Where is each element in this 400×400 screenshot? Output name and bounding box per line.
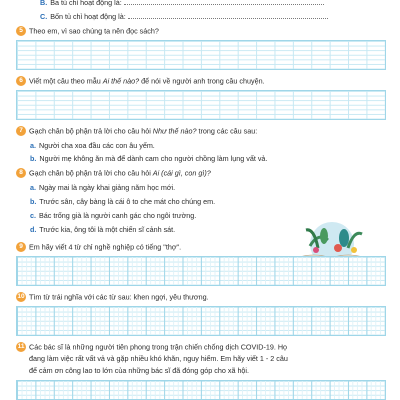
answer-grid-q11[interactable] (16, 380, 386, 400)
question-5: 5 Theo em, vì sao chúng ta nên đọc sách? (16, 26, 159, 36)
q8-option-c[interactable]: c. Bác trống già là người canh gác cho ngôi trường. (30, 211, 197, 220)
question-number-badge: 8 (16, 168, 26, 178)
flower-icon (313, 247, 319, 253)
leaf-icon (339, 229, 349, 247)
question-9: 9 Em hãy viết 4 từ chỉ nghề nghiệp có tiếng "thợ". (16, 242, 181, 252)
answer-grid-q5[interactable] (16, 40, 386, 70)
q8-option-d[interactable]: d. Trước kia, ông tôi là một chiến sĩ cảnh sát. (30, 225, 176, 234)
answer-dots[interactable] (124, 0, 324, 5)
question-11-line-2: đang làm việc rất vất vả và gặp nhiều khó khăn, nguy hiểm. Em hãy viết 1 - 2 câu (29, 354, 288, 363)
flower-icon (351, 247, 357, 253)
question-number-badge: 10 (17, 293, 25, 301)
q7-option-b[interactable]: b. Người mẹ không ăn mà để dành cam cho người chồng làm lụng vất vả. (30, 154, 268, 163)
question-number-badge: 6 (16, 76, 26, 86)
question-number-badge: 9 (16, 242, 26, 252)
leaf-icon (320, 228, 328, 244)
flower-icon (334, 244, 342, 252)
question-6: 6 Viết một câu theo mẫu Ai thế nào? để nói về người anh trong câu chuyện. (16, 76, 265, 86)
answer-grid-q10[interactable] (16, 306, 386, 336)
option-b-line: B. Ba tủ chỉ hoạt động là: (40, 0, 324, 7)
question-8: 8 Gạch chân bộ phận trả lời cho câu hỏi Ai (cái gì, con gì)? (16, 168, 211, 178)
option-c-line: C. Bốn tủ chỉ hoạt động là: (40, 12, 328, 21)
q7-option-a[interactable]: a. Người cha xoa đầu các con âu yếm. (30, 141, 155, 150)
question-11: 11 Các bác sĩ là những người tiên phong trong trận chiến chống dịch COVID-19. Họ (17, 342, 288, 352)
answer-grid-q9[interactable] (16, 256, 386, 286)
question-number-badge: 11 (17, 343, 25, 351)
answer-grid-q6[interactable] (16, 90, 386, 120)
question-number-badge: 5 (16, 26, 26, 36)
question-11-line-3: để cảm ơn công lao to lớn của những bác sĩ đã đóng góp cho xã hội. (29, 366, 250, 375)
q8-option-a[interactable]: a. Ngày mai là ngày khai giảng năm học mới. (30, 183, 176, 192)
question-7: 7 Gạch chân bộ phận trả lời cho câu hỏi Như thế nào? trong các câu sau: (16, 126, 257, 136)
question-10: 10 Tìm từ trái nghĩa với các từ sau: khen ngợi, yêu thương. (17, 292, 209, 302)
answer-dots[interactable] (128, 12, 328, 19)
question-number-badge: 7 (16, 126, 26, 136)
q8-option-b[interactable]: b. Trước sân, cây bàng là cái ô to che mát cho chúng em. (30, 197, 216, 206)
